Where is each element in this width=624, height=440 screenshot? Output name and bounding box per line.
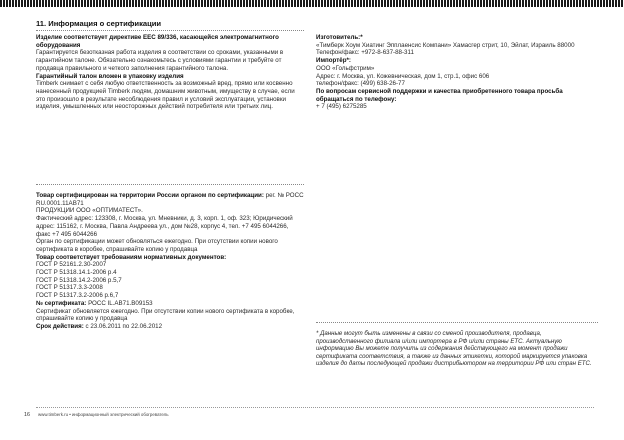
importer-name: ООО «Гольфстрим»: [316, 64, 375, 72]
manufacturer-label: Изготовитель:*: [316, 34, 363, 41]
cert-number-label: № сертификата:: [36, 299, 87, 307]
renewal-note-1: Орган по сертификации может обновляться ежегодно. При отсутствии копии нового сертификата в коробке, спрашивайте копию у продавца: [36, 238, 278, 253]
footer-site-text: www.timberk.ru • информационный электрический обогреватель: [38, 412, 169, 417]
cert-org-name: ПРОДУКЦИИ ООО «ОПТИМАТЕСТ».: [36, 207, 143, 215]
cert-address: Фактический адрес: 123308, г. Москва, ул. Мневники, д. 3, корп. 1, оф. 323; Юридический адрес: 115162, г. Москва, Павла Андреева ул., дом №28, корпус 4, тел. +7 495 6044266, факс +7 495 6044266: [36, 215, 293, 238]
standard-item: ГОСТ Р 51317.3.3-2008: [36, 284, 103, 292]
standard-item: ГОСТ Р 52161.2.30-2007: [36, 261, 107, 269]
left-top-block: [36, 34, 304, 111]
guarantee-text: Гарантируется безотказная работа изделия в соответствии со сроками, указанными в гарантийном талоне. Обязательно ознакомьтесь с условиями гарантии и требуйте от продавца правильного и четкого заполнения гарантийного талона.: [36, 49, 284, 72]
standard-item: ГОСТ Р 51318.14.2-2006 р.5,7: [36, 276, 122, 284]
support-phone: + 7 (495) 6275285: [316, 103, 367, 111]
renewal-note-2: Сертификат обновляется ежегодно. При отсутствии копии нового сертификата в коробке, спрашивайте копию у продавца: [36, 307, 295, 323]
manufacturer-phone: Телефон/факс: +972-8-637-88-311: [316, 49, 414, 57]
footer-divider: [36, 407, 594, 408]
left-bottom-block: [36, 192, 304, 331]
top-stripe-bar: [0, 0, 624, 7]
standards-title: Товар соответствует требованиям нормативных документов:: [36, 253, 227, 261]
note-divider: [316, 322, 598, 323]
importer-phone: телефон/факс: (499) 638-26-77: [316, 80, 405, 88]
standard-item: ГОСТ Р 51318.14.1-2006 р.4: [36, 269, 117, 277]
right-contact-block: [316, 34, 598, 111]
importer-label: Импортёр*:: [316, 57, 351, 65]
disclaimer-note: * Данные могут быть изменены в связи со сменой производителя, продавца, производственного филиала и/или импортера в РФ и/или страны ЕТС. Актуальную информацию Вы можете получить из содержания действующего на момент продажи сертификата соответствия, а также из данных этикетки, которой маркируется упаковка изделия до даты последующей продажи дистрибьютором на территории РФ или стран ЕТС.: [316, 330, 592, 367]
heading-divider: [36, 30, 304, 31]
manufacturer-info: «Тимберк Хоум Хиатинг Эпплаенсис Компани» Хамасгер стрит, 10, Эйлат, Израиль 88000: [316, 41, 575, 49]
page-number: 16: [24, 412, 30, 418]
validity-label: Срок действия:: [36, 322, 84, 330]
validity-dates: с 23.06.2011 по 22.06.2012: [85, 322, 163, 330]
standard-item: ГОСТ Р 51317.3.2-2006 р.6,7: [36, 292, 119, 300]
page-footer: [0, 404, 624, 416]
section-heading: 11. Информация о сертификации: [36, 19, 162, 28]
cert-title: Товар сертифицирован на территории России органом по сертификации:: [36, 192, 264, 199]
cert-org-code: рег. № РОСС RU.0001.11АВ71: [36, 192, 304, 207]
coupon-text: Timberk снимает с себя любую ответственность за возможный вред, прямо или косвенно нанесенный продукцией Timberk людям, домашним животным, имуществу в случае, если это произошло в результате несоблюдения правил и условий эксплуатации, установки изделия, умышленных или неосторожных действий потребителя или третьих лиц.: [36, 80, 295, 111]
importer-address: Адрес: г. Москва, ул. Кожевническая, дом 1, стр.1, офис 606: [316, 72, 490, 80]
cert-number: РОСС IL.АВ71.В09153: [88, 299, 153, 307]
support-title: По вопросам сервисной поддержки и качества приобретенного товара просьба обращаться по телефону:: [316, 87, 563, 103]
coupon-title: Гарантийный талон вложен в упаковку изделия: [36, 72, 184, 80]
left-divider: [36, 184, 304, 185]
directive-title: Изделие соответствует директиве ЕЕС 89/336, касающейся электромагнитного оборудования: [36, 34, 279, 49]
